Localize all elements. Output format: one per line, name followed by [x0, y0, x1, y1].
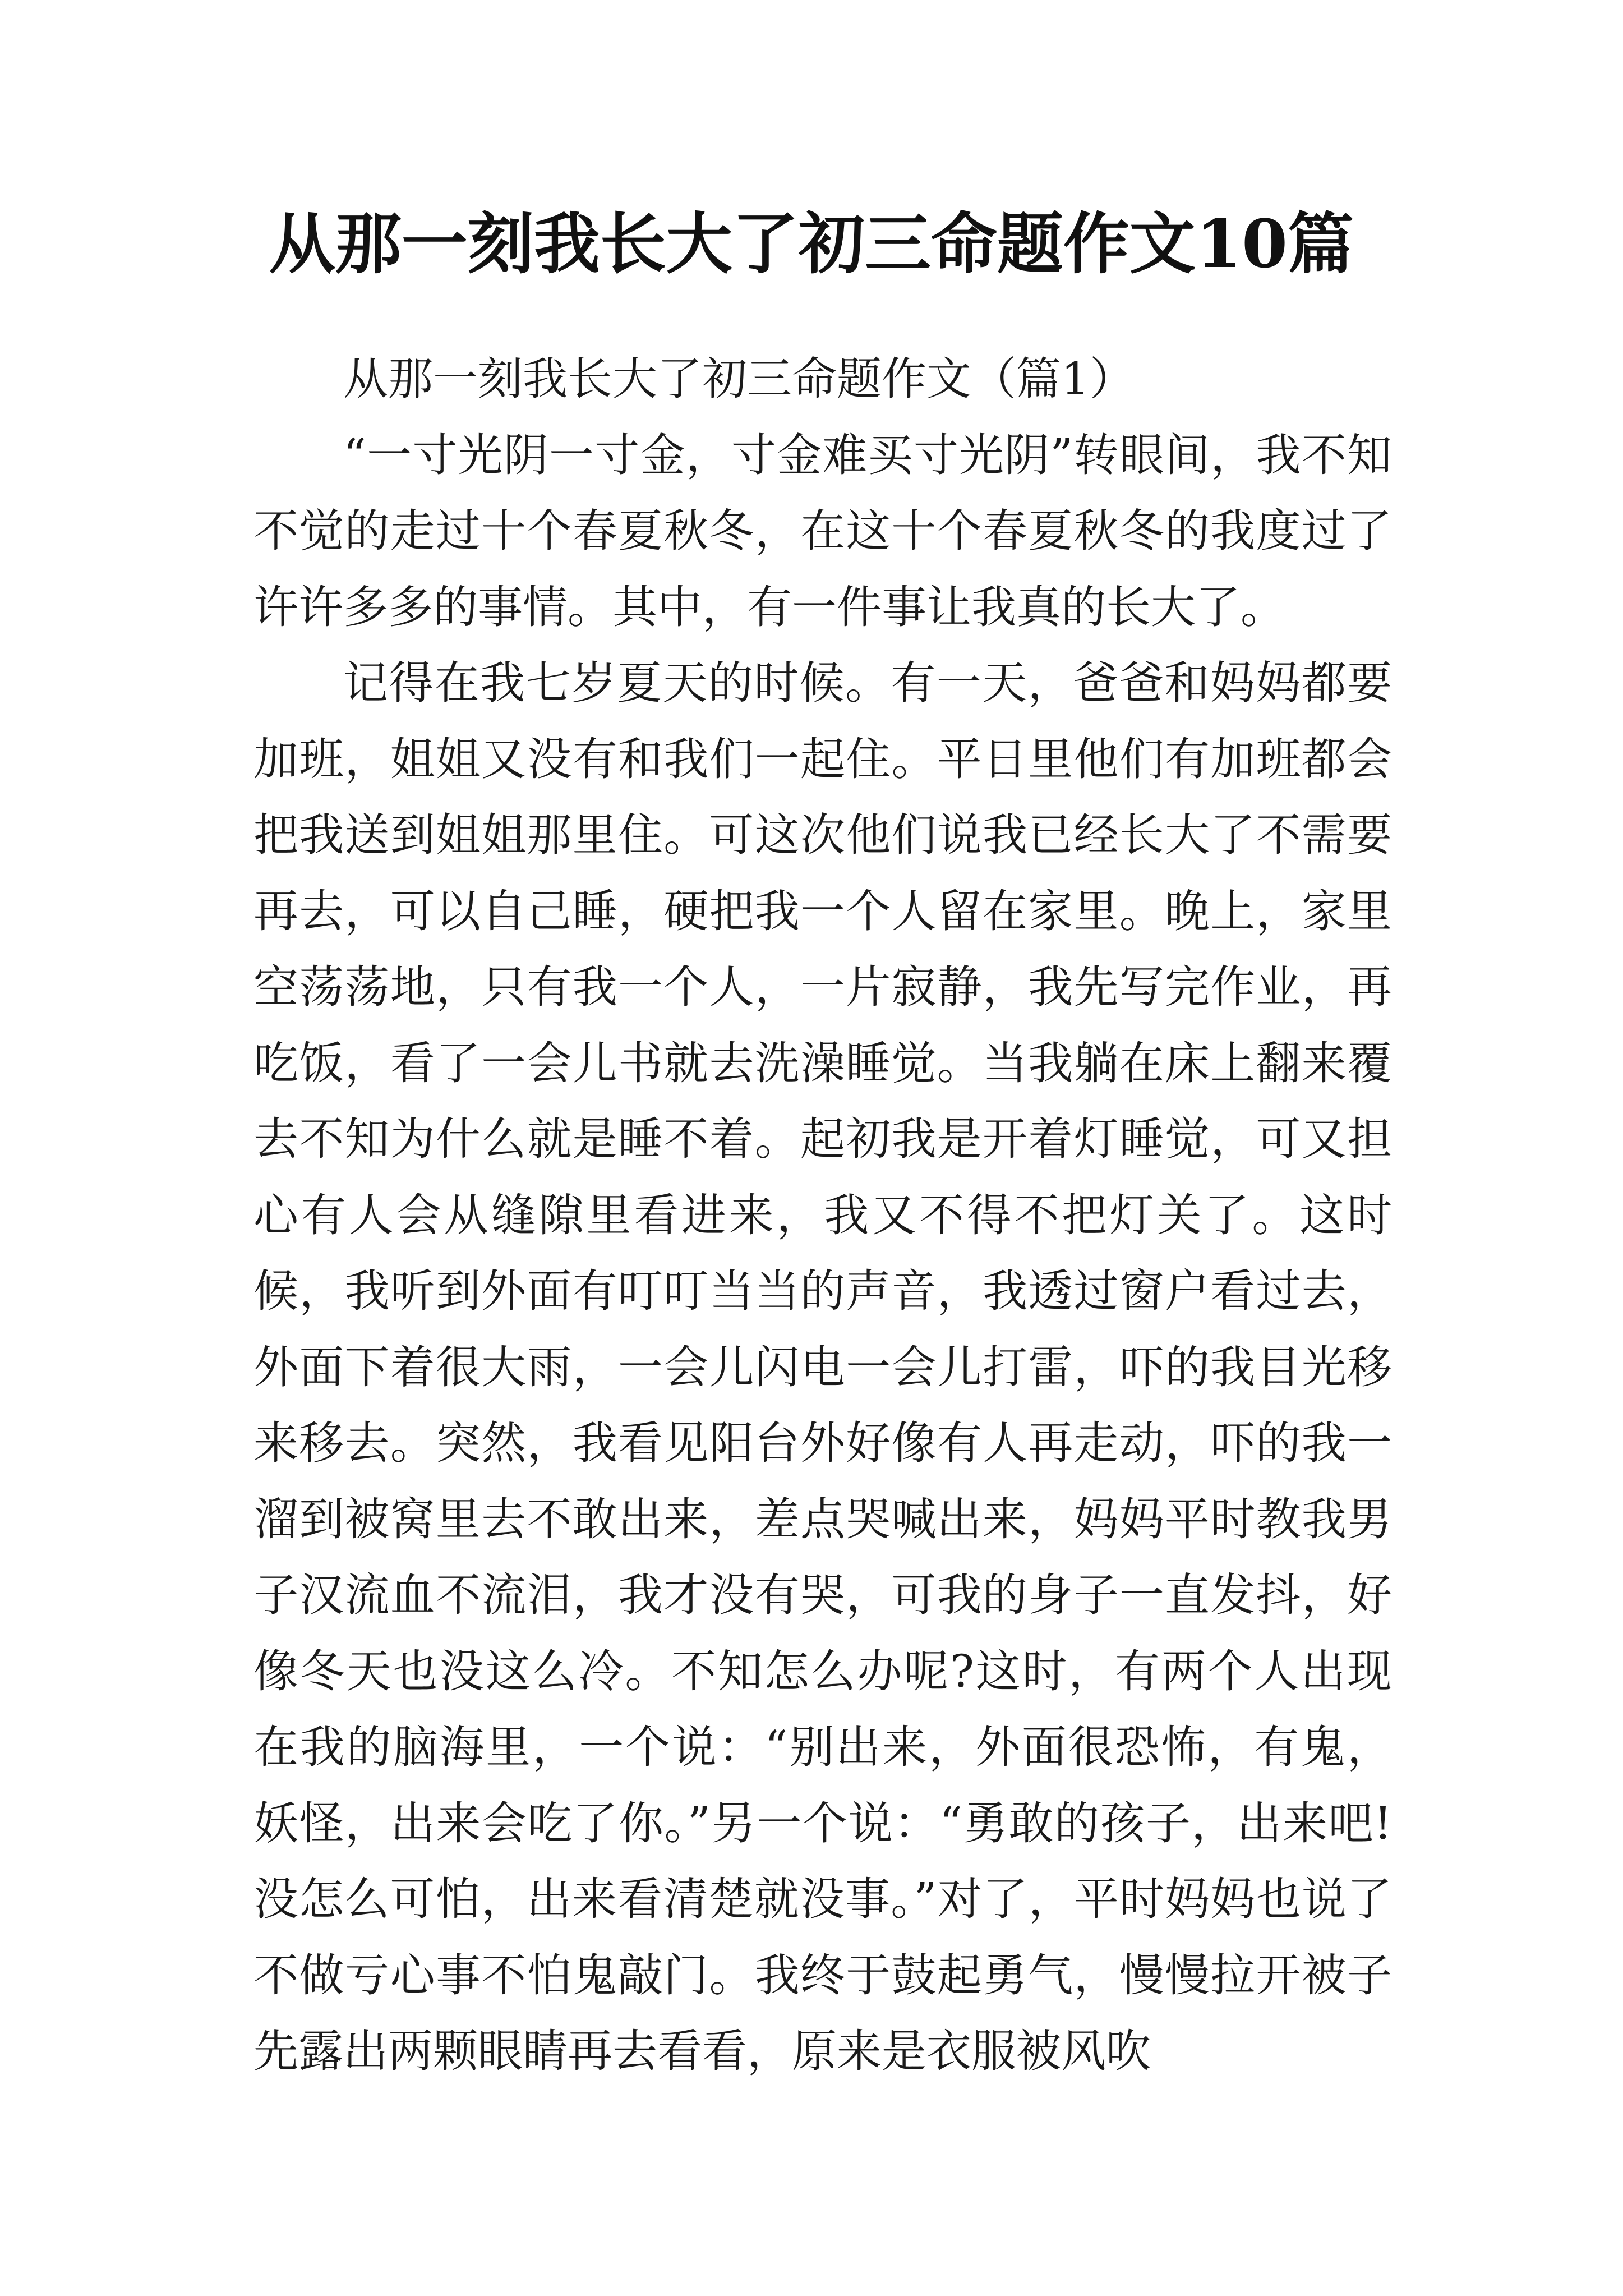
document-title: 从那一刻我长大了初三命题作文10篇 — [269, 205, 1354, 283]
paragraph: “一寸光阴一寸金，寸金难买寸光阴”转眼间，我不知不觉的走过十个春夏秋冬，在这十个春夏秋冬的我度过了许许多多的事情。其中，有一件事让我真的长大了。 — [253, 429, 1392, 633]
document-body — [253, 341, 1392, 2090]
paragraph: 记得在我七岁夏天的时候。有一天，爸爸和妈妈都要加班，姐姐又没有和我们一起住。平日里他们有加班都会把我送到姐姐那里住。可这次他们说我已经长大了不需要再去，可以自己睡，硬把我一个人留在家里。晚上，家里空荡荡地，只有我一个人，一片寂静，我先写完作业，再吃饭，看了一会儿书就去洗澡睡觉。当我躺在床上翻来覆去不知为什么就是睡不着。起初我是开着灯睡觉，可又担心有人会从缝隙里看进来，我又不得不把灯关了。这时候，我听到外面有叮叮当当的声音，我透过窗户看过去，外面下着很大雨，一会儿闪电一会儿打雷，吓的我目光移来移去。突然，我看见阳台外好像有人再走动，吓的我一溜到被窝里去不敢出来，差点哭喊出来，妈妈平时教我男子汉流血不流泪，我才没有哭，可我的身子一直发抖，好像冬天也没这么冷。不知怎么办呢?这时，有两个人出现在我的脑海里，一个说：“别出来，外面很恐怖，有鬼，妖怪，出来会吃了你。”另一个说：“勇敢的孩子，出来吧!没怎么可怕，出来看清楚就没事。”对了，平时妈妈也说了不做亏心事不怕鬼敲门。我终于鼓起勇气，慢慢拉开被子先露出两颗眼睛再去看看，原来是衣服被风吹 — [253, 657, 1392, 2077]
section-heading: 从那一刻我长大了初三命题作文（篇1） — [343, 353, 1135, 405]
